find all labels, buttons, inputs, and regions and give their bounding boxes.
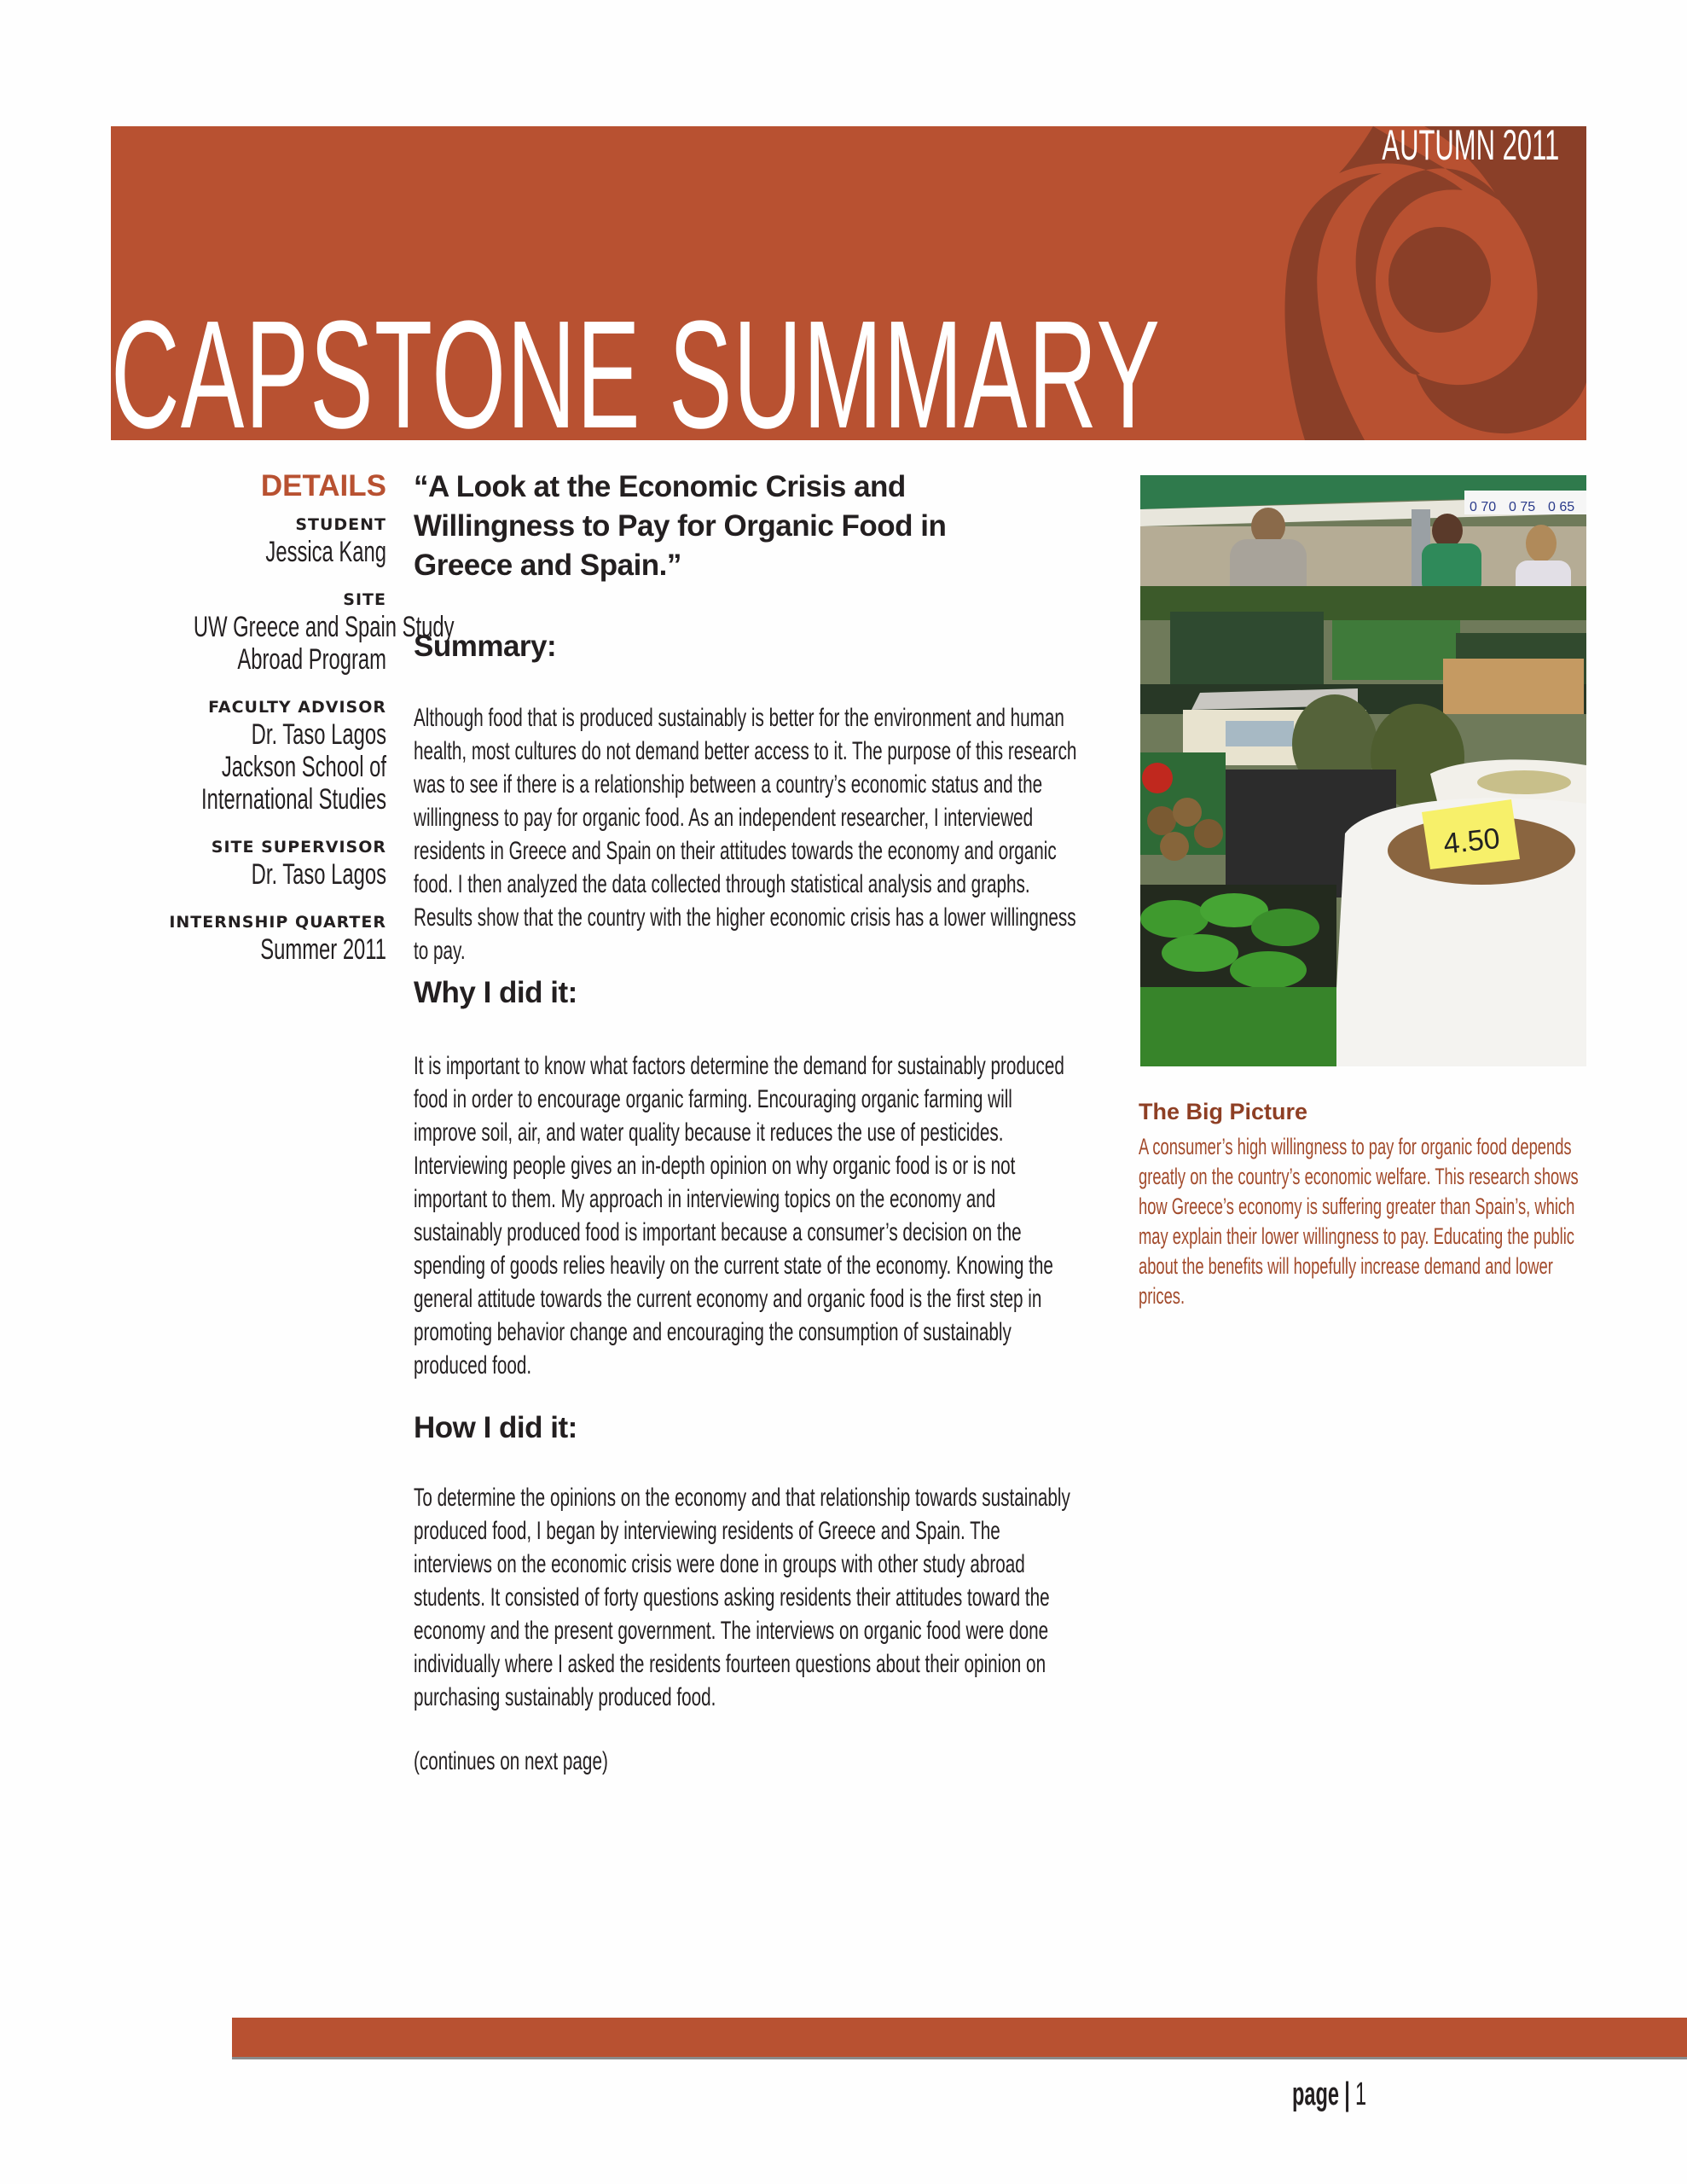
swirl-logo-icon bbox=[1211, 126, 1586, 440]
masthead-title: CAPSTONE SUMMARY bbox=[111, 289, 1162, 440]
issue-label: AUTUMN 2011 bbox=[1382, 126, 1559, 169]
section-body-summary: Although food that is produced sustainably is better for the environment and human health, most cultures do not demand better access to it. The purpose of this research was to see if there is a relationship between a country’s economic status and the willingness to pay for organic food. As an independent researcher, I interviewed residents in Greece and Spain on their attitudes towards the economy and organic food. I then analyzed the data collected through statistical analysis and graphs. Results show that the country with the higher economic crisis has a lower willingness to pay. bbox=[414, 704, 1077, 965]
page-separator: | bbox=[1344, 2077, 1350, 2112]
detail-value: Summer 2011 bbox=[260, 933, 386, 966]
page-word: page bbox=[1292, 2077, 1339, 2112]
detail-faculty-advisor bbox=[111, 696, 386, 816]
detail-value: Jackson School of bbox=[221, 751, 386, 783]
sign-price: 0 70 bbox=[1470, 500, 1497, 514]
market-photo bbox=[1140, 475, 1586, 1066]
detail-label: FACULTY ADVISOR bbox=[208, 698, 386, 717]
detail-label: STUDENT bbox=[295, 515, 386, 534]
detail-internship-quarter bbox=[111, 911, 386, 966]
details-panel bbox=[111, 468, 455, 986]
detail-value: Dr. Taso Lagos bbox=[251, 718, 386, 751]
detail-value: Dr. Taso Lagos bbox=[251, 858, 386, 891]
detail-value: Jessica Kang bbox=[265, 536, 386, 568]
section-heading-summary: Summary: bbox=[414, 630, 557, 663]
detail-student bbox=[111, 514, 386, 568]
footer-bar bbox=[232, 2018, 1687, 2059]
big-picture-body: A consumer’s high willingness to pay for organic food depends greatly on the country’s economic welfare. This research shows how Greece’s economy is suffering greater than Spain’s, which may explain their lower willingness to pay. Educating the public about the benefits will hopefully increase demand and lower prices. bbox=[1139, 1134, 1579, 1309]
section-heading-how: How I did it: bbox=[414, 1411, 577, 1444]
section-body-how: To determine the opinions on the economy and that relationship towards sustainably produced food, I began by interviewing residents of Greece and Spain. The interviews on the economic crisis were done in groups with other study abroad students. It consisted of forty questions asking residents their attitudes toward the economy and the present government. The interviews on organic food were done individually where I asked the residents fourteen questions about their opinion on purchasing sustainably produced food. bbox=[414, 1484, 1070, 1711]
article-title-line: Greece and Spain.” bbox=[414, 549, 681, 582]
section-body-why: It is important to know what factors determine the demand for sustainably produced food in order to encourage organic farming. Encouraging organic farming will improve soil, air, and water quality because it reduces the use of pesticides. Interviewing people gives an in-depth opinion on why organic food is or is not important to them. My approach in interviewing topics on the economy and sustainably produced food is important because a consumer’s decision on the spending of goods relies heavily on the current state of the economy. Knowing the general attitude towards the current economy and organic food is the first step in promoting behavior change and encouraging the consumption of sustainably produced food. bbox=[414, 1052, 1064, 1380]
article bbox=[414, 468, 1087, 1778]
article-title-line: “A Look at the Economic Crisis and bbox=[414, 470, 906, 503]
detail-label: INTERNSHIP QUARTER bbox=[169, 913, 386, 932]
big-picture-heading: The Big Picture bbox=[1139, 1099, 1308, 1124]
sign-price: 0 65 bbox=[1548, 500, 1575, 514]
big-picture-callout bbox=[1139, 1096, 1599, 1311]
detail-site-supervisor bbox=[111, 836, 386, 891]
sign-price: 0 75 bbox=[1509, 500, 1536, 514]
detail-value: International Studies bbox=[201, 783, 386, 816]
market-photo-image bbox=[1140, 475, 1586, 1066]
page-number bbox=[1292, 2075, 1366, 2114]
detail-value: Abroad Program bbox=[237, 643, 386, 676]
article-title bbox=[414, 468, 1087, 585]
price-tag-text: 4.50 bbox=[1441, 822, 1502, 861]
header-band bbox=[111, 126, 1586, 440]
continues-note: (continues on next page) bbox=[414, 1747, 608, 1775]
detail-value: UW Greece and Spain Study bbox=[193, 611, 455, 643]
page-number-value: 1 bbox=[1354, 2077, 1367, 2112]
section-heading-why: Why I did it: bbox=[414, 976, 577, 1009]
details-heading: DETAILS bbox=[260, 469, 386, 502]
detail-label: SITE SUPERVISOR bbox=[211, 838, 386, 857]
detail-label: SITE bbox=[343, 590, 386, 609]
article-title-line: Willingness to Pay for Organic Food in bbox=[414, 509, 947, 543]
detail-site bbox=[111, 589, 455, 676]
